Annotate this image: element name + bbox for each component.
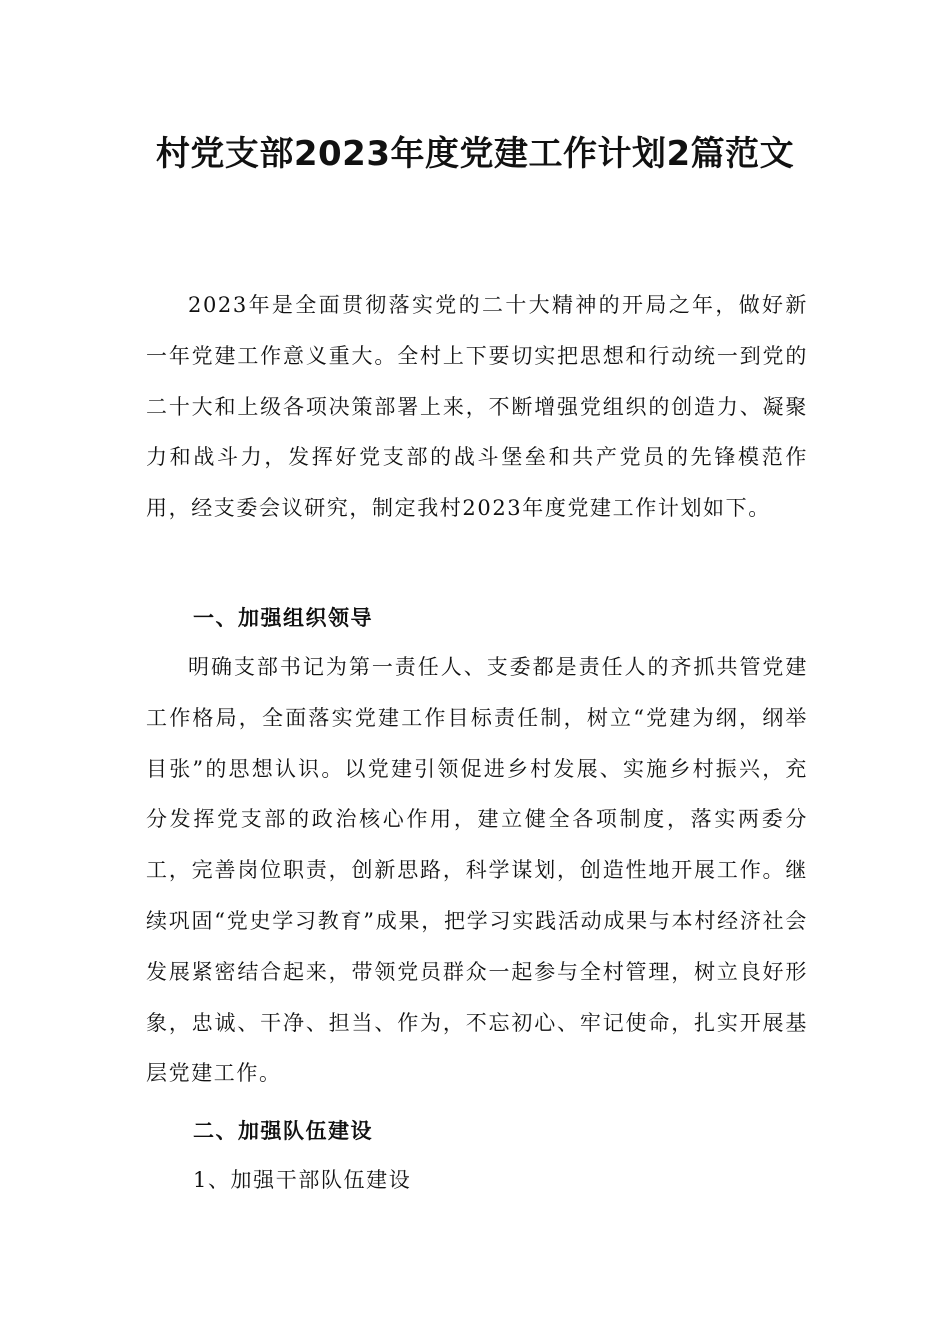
section-1-paragraph: 明确支部书记为第一责任人、支委都是责任人的齐抓共管党建工作格局，全面落实党建工作目标责任制，树立“党建为纲，纲举目张”的思想认识。以党建引领促进乡村发展、实施乡村振兴，充分发挥党支部的政治核心作用，建立健全各项制度，落实两委分工，完善岗位职责，创新思路，科学谋划，创造性地开展工作。继续巩固“党史学习教育”成果，把学习实践活动成果与本村经济社会发展紧密结合起来，带领党员群众一起参与全村管理，树立良好形象，忠诚、干净、担当、作为，不忘初心、牢记使命，扎实开展基层党建工作。 [146, 655, 808, 1086]
section-1-paragraph-block [146, 642, 808, 1099]
section-2-heading: 二、加强队伍建设 [193, 1119, 373, 1143]
section-1-heading: 一、加强组织领导 [193, 606, 373, 630]
intro-paragraph-block [146, 280, 808, 534]
section-2-subheading: 1、加强干部队伍建设 [193, 1168, 412, 1192]
intro-paragraph: 2023年是全面贯彻落实党的二十大精神的开局之年，做好新一年党建工作意义重大。全村上下要切实把思想和行动统一到党的二十大和上级各项决策部署上来，不断增强党组织的创造力、凝聚力和战斗力，发挥好党支部的战斗堡垒和共产党员的先锋模范作用，经支委会议研究，制定我村2023年度党建工作计划如下。 [146, 293, 808, 521]
document-title: 村党支部2023年度党建工作计划2篇范文 [155, 134, 795, 174]
